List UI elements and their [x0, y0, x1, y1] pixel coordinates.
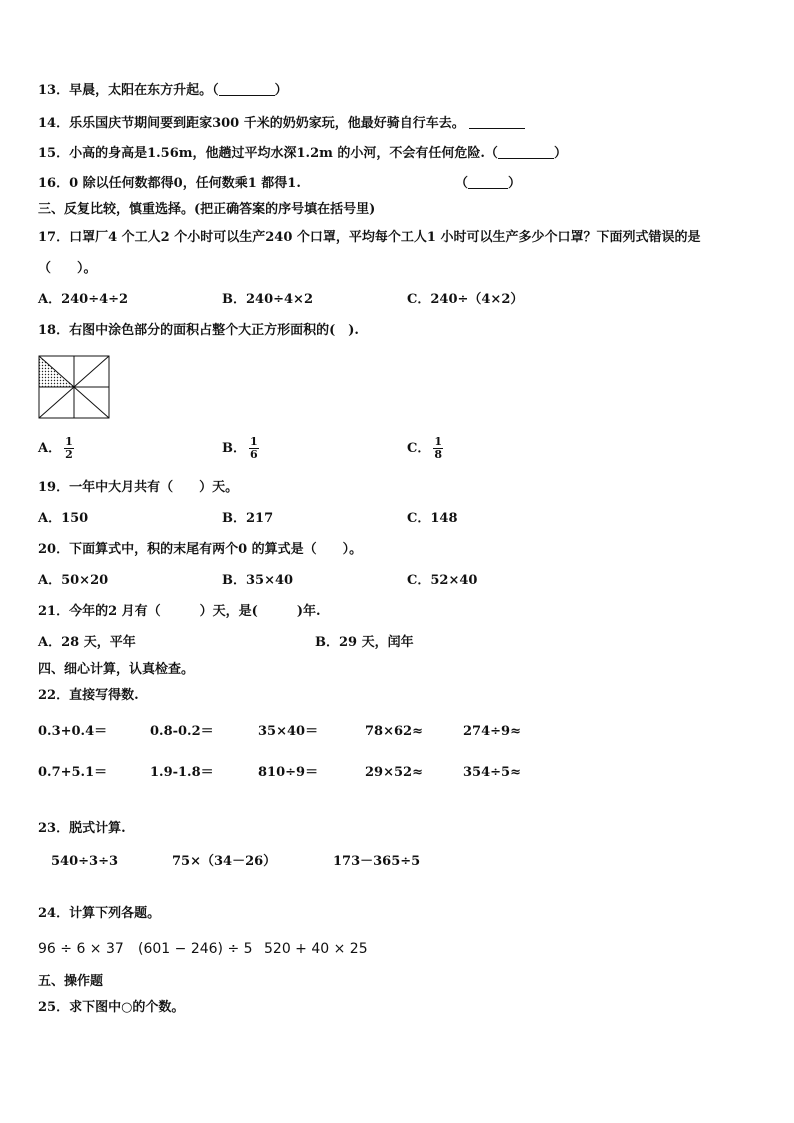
- option-b[interactable]: B．217: [222, 511, 274, 526]
- formula: 520 + 40 × 25: [264, 941, 368, 957]
- answer-blank[interactable]: [468, 176, 508, 189]
- option-c[interactable]: C．148: [407, 511, 458, 526]
- question-20: 20．下面算式中，积的末尾有两个0 的算式是（ ）。: [38, 542, 363, 557]
- question-17-line2: （ ）。: [38, 261, 97, 276]
- option-a[interactable]: A．240÷4÷2: [38, 292, 129, 307]
- mental-calc: 810÷9＝: [258, 765, 319, 780]
- option-a[interactable]: A．150: [38, 511, 89, 526]
- question-16: [38, 175, 301, 193]
- section-3-heading: 三、反复比较，慎重选择。(把正确答案的序号填在括号里): [38, 202, 376, 217]
- answer-blank[interactable]: [219, 83, 275, 96]
- denominator: 8: [434, 448, 443, 461]
- option-c[interactable]: [407, 436, 443, 461]
- paren-close: ）: [274, 83, 288, 98]
- mental-calc: 354÷5≈: [463, 765, 521, 780]
- fraction: [64, 436, 74, 461]
- question-23: 23．脱式计算.: [38, 821, 126, 836]
- option-b[interactable]: B．35×40: [222, 573, 294, 588]
- answer-blank[interactable]: [498, 146, 554, 159]
- step-calc: 173－365÷5: [333, 854, 421, 869]
- question-14-text: 14．乐乐国庆节期间要到距家300 千米的奶奶家玩，他最好骑自行车去。: [38, 116, 465, 131]
- option-label: B．: [222, 441, 246, 456]
- numerator: 1: [250, 435, 258, 448]
- question-15: [38, 145, 567, 163]
- numerator: 1: [434, 435, 443, 448]
- question-16-answer: [455, 175, 521, 193]
- question-14: [38, 115, 525, 133]
- mental-calc: 78×62≈: [365, 724, 423, 739]
- step-calc: 540÷3÷3: [51, 854, 119, 869]
- section-4-heading: 四、细心计算，认真检查。: [38, 662, 195, 677]
- mental-calc: 0.3+0.4＝: [38, 724, 108, 739]
- step-calc: 75×（34－26）: [172, 854, 277, 869]
- mental-calc: 0.7+5.1＝: [38, 765, 108, 780]
- option-c[interactable]: C．52×40: [407, 573, 478, 588]
- formula: 96 ÷ 6 × 37: [38, 941, 124, 957]
- question-13-text: 13．早晨，太阳在东方升起。（: [38, 83, 219, 98]
- paren-open: （: [455, 176, 469, 191]
- option-label: C．: [407, 441, 431, 456]
- question-17-line1: 17．口罩厂4 个工人2 个小时可以生产240 个口罩，平均每个工人1 小时可以生产多少个口罩？下面列式错误的是: [38, 230, 701, 245]
- mental-calc: 35×40＝: [258, 724, 319, 739]
- question-18: 18．右图中涂色部分的面积占整个大正方形面积的( ).: [38, 323, 359, 338]
- option-b[interactable]: B．240÷4×2: [222, 292, 314, 307]
- question-24: 24．计算下列各题。: [38, 906, 161, 921]
- mental-calc: 1.9-1.8＝: [150, 765, 214, 780]
- option-c[interactable]: C．240÷（4×2）: [407, 292, 524, 307]
- question-22: 22．直接写得数.: [38, 688, 139, 703]
- question-15-text: 15．小高的身高是1.56m，他趟过平均水深1.2m 的小河，不会有任何危险.（: [38, 146, 498, 161]
- option-b[interactable]: B．29 天，闰年: [315, 635, 414, 650]
- fraction: [249, 436, 259, 461]
- square-diagram: [38, 355, 110, 419]
- section-5-heading: 五、操作题: [38, 974, 104, 989]
- denominator: 6: [250, 448, 258, 461]
- option-a[interactable]: A．28 天，平年: [38, 635, 136, 650]
- option-b[interactable]: [222, 436, 259, 461]
- formula: (601 − 246) ÷ 5: [138, 941, 253, 957]
- paren-close: ）: [553, 146, 567, 161]
- fraction: [433, 436, 443, 461]
- option-a[interactable]: A．50×20: [38, 573, 109, 588]
- option-a[interactable]: [38, 436, 74, 461]
- question-19: 19．一年中大月共有（ ）天。: [38, 480, 239, 495]
- question-13: [38, 82, 288, 100]
- question-16-text: 16．0 除以任何数都得0，任何数乘1 都得1.: [38, 176, 301, 191]
- question-25: 25．求下图中○的个数。: [38, 1000, 185, 1015]
- paren-close: ）: [508, 176, 522, 191]
- answer-blank[interactable]: [469, 116, 525, 129]
- question-21: 21．今年的2 月有（ ）天，是( )年.: [38, 604, 321, 619]
- mental-calc: 0.8-0.2＝: [150, 724, 214, 739]
- mental-calc: 29×52≈: [365, 765, 423, 780]
- mental-calc: 274÷9≈: [463, 724, 521, 739]
- option-label: A．: [38, 441, 62, 456]
- numerator: 1: [65, 435, 73, 448]
- denominator: 2: [65, 448, 73, 461]
